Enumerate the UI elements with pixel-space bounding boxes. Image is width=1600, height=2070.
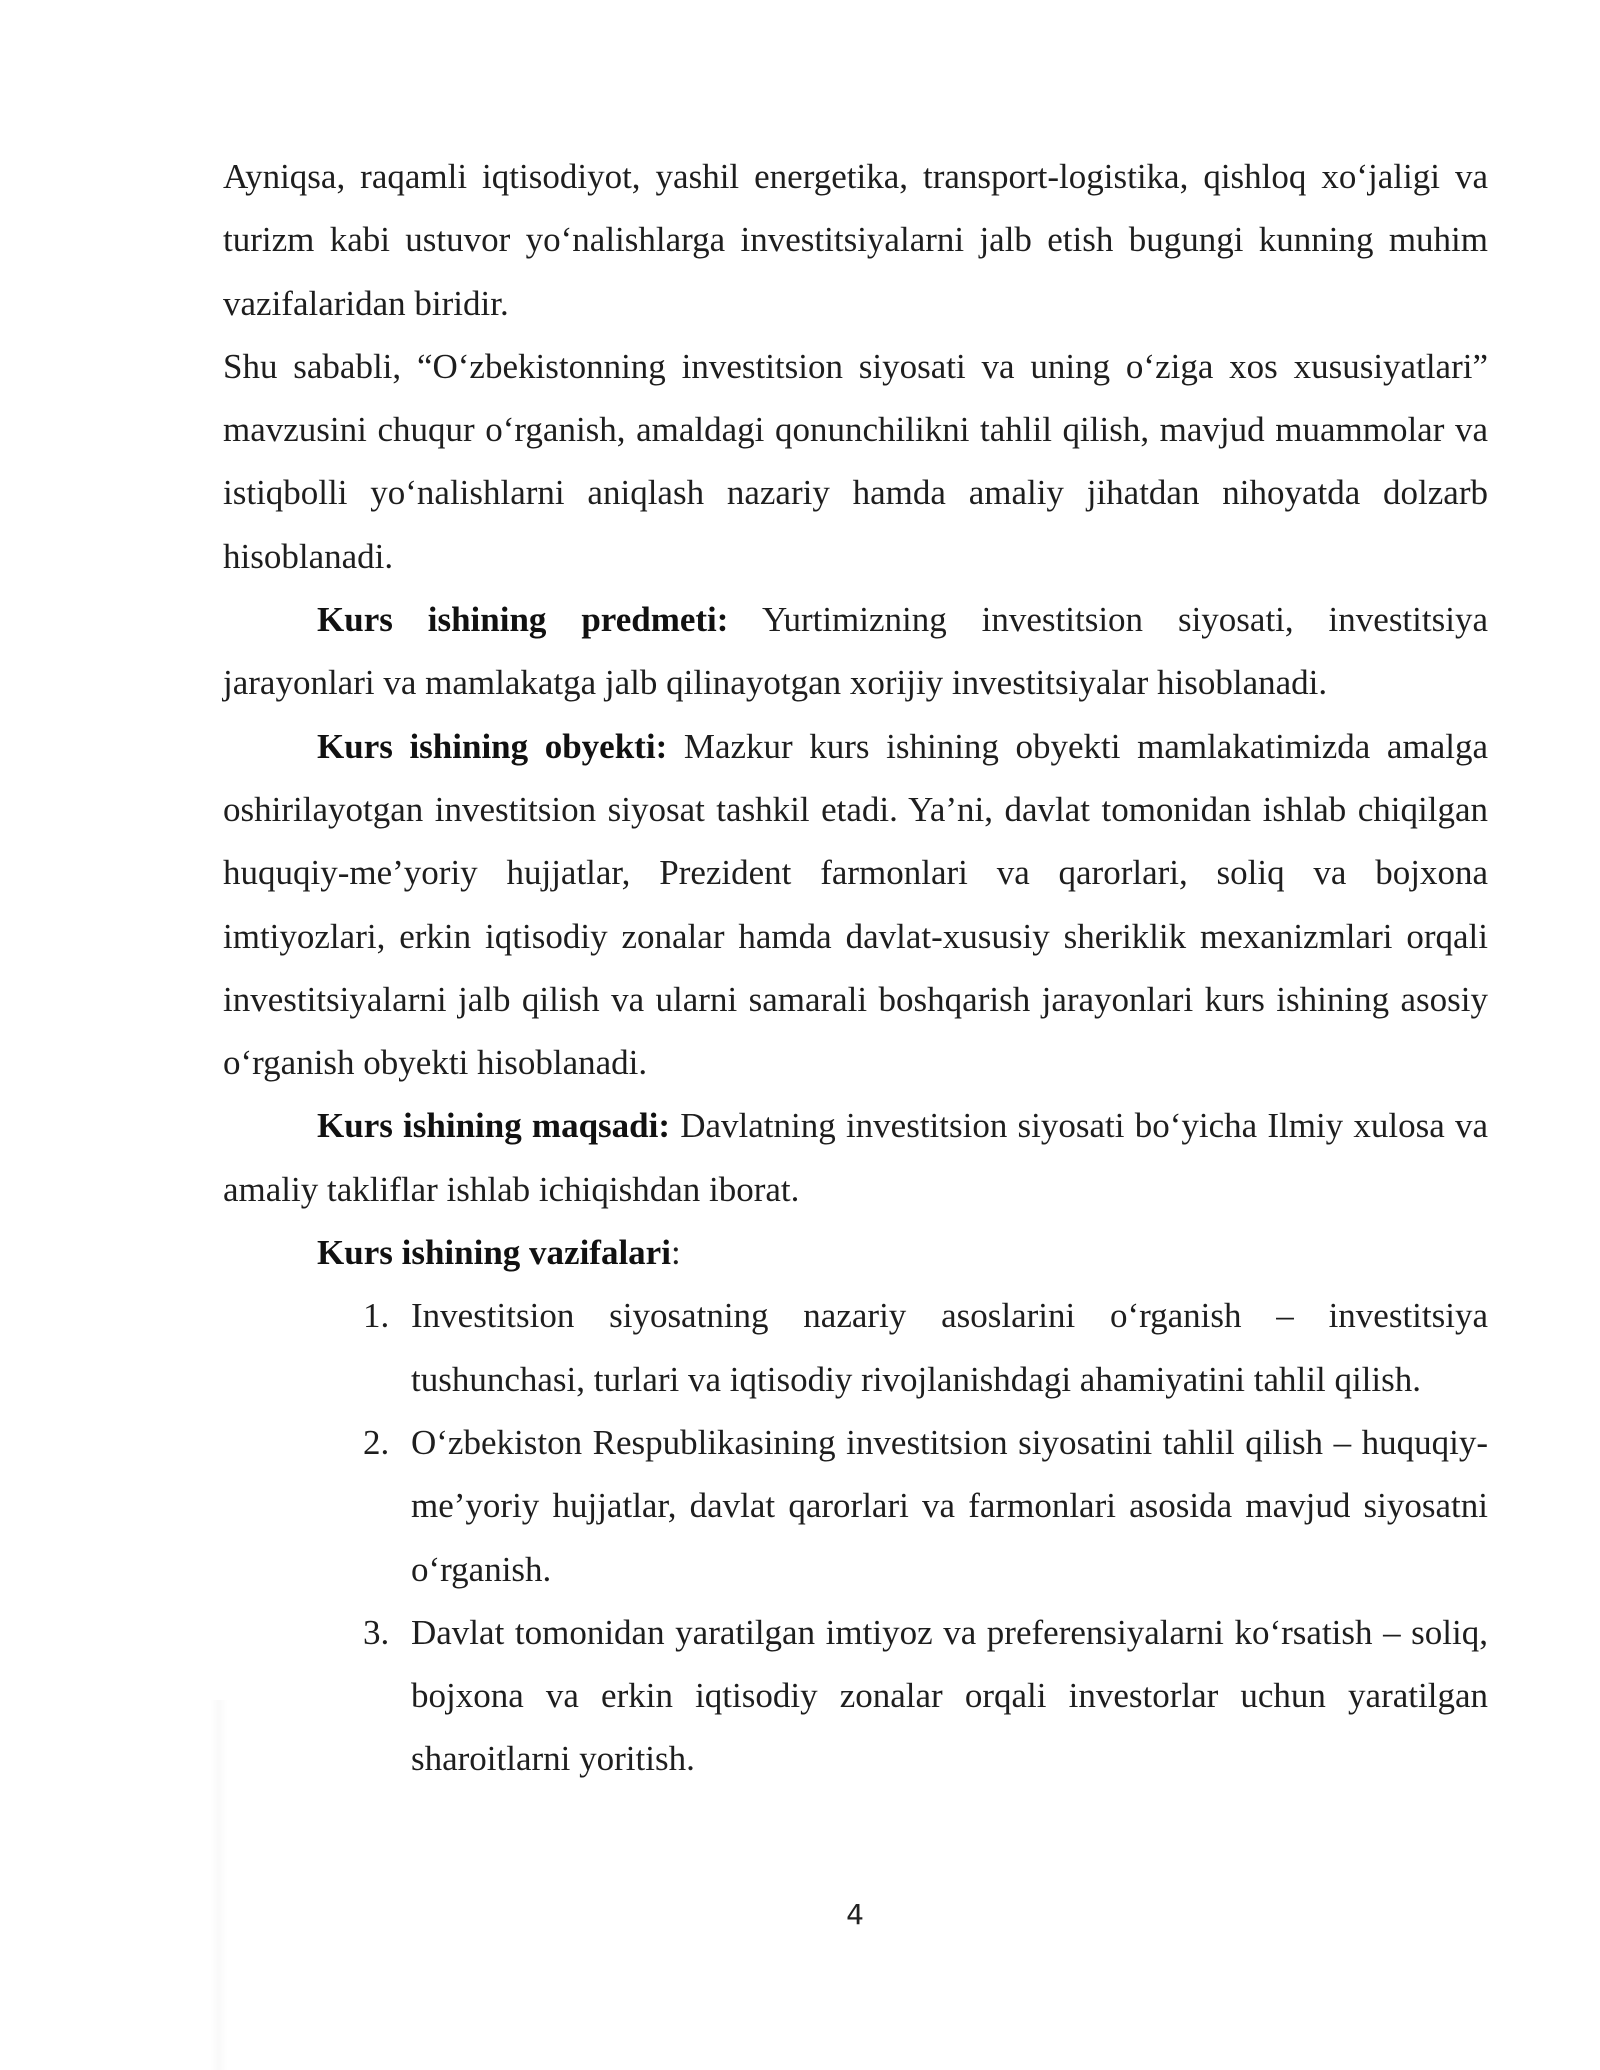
list-item-text: Davlat tomonidan yaratilgan imtiyoz va preferensiyalarni ko‘rsatish – soliq, bojxona va erkin iqtisodiy zonalar orqali investorlar uchun yaratilgan sharoitlarni yoritish. xyxy=(411,1612,1488,1779)
paragraph-object xyxy=(223,715,1488,1095)
page-number: 4 xyxy=(846,1898,864,1931)
paragraph-tasks-heading xyxy=(223,1221,1488,1284)
list-item-text: O‘zbekiston Respublikasining investitsion siyosatini tahlil qilish – huquqiy-me’yoriy hujjatlar, davlat qarorlari va farmonlari asosida mavjud siyosatni o‘rganish. xyxy=(411,1422,1488,1589)
list-item xyxy=(363,1411,1488,1601)
paragraph-priority-directions: Ayniqsa, raqamli iqtisodiyot, yashil energetika, transport-logistika, qishloq xo‘jaligi va turizm kabi ustuvor yo‘nalishlarga investitsiyalarni jalb etish bugungi kunning muhim vazifalaridan biridir. xyxy=(223,157,1488,323)
tasks-label: Kurs ishining vazifalari xyxy=(317,1233,671,1273)
list-item-text: Investitsion siyosatning nazariy asoslarini o‘rganish – investitsiya tushunchasi, turlari va iqtisodiy rivojlanishdagi ahamiyatini tahlil qilish. xyxy=(411,1296,1488,1399)
goal-label: Kurs ishining maqsadi: xyxy=(317,1106,671,1146)
list-item-number: 3. xyxy=(363,1612,390,1652)
object-label: Kurs ishining obyekti: xyxy=(317,726,668,766)
tasks-list xyxy=(223,1284,1488,1790)
list-item-number: 1. xyxy=(363,1296,390,1336)
paragraph-subject xyxy=(223,588,1488,715)
document-body xyxy=(223,145,1488,1791)
subject-label: Kurs ishining predmeti: xyxy=(317,600,729,640)
goal-text: Davlatning investitsion siyosati bo‘yicha Ilmiy xulosa va amaliy takliflar ishlab ichiqishdan iborat. xyxy=(223,1106,1488,1209)
list-item xyxy=(363,1284,1488,1411)
list-item xyxy=(363,1601,1488,1791)
list-item-number: 2. xyxy=(363,1422,390,1462)
paragraph-relevance: Shu sababli, “O‘zbekistonning investitsion siyosati va uning o‘ziga xos xususiyatlari” mavzusini chuqur o‘rganish, amaldagi qonunchilikni tahlil qilish, mavjud muammolar va istiqbolli yo‘nalishlarni aniqlash nazariy hamda amaliy jihatdan nihoyatda dolzarb hisoblanadi. xyxy=(223,346,1488,576)
object-text: Mazkur kurs ishining obyekti mamlakatimizda amalga oshirilayotgan investitsion siyosat tashkil etadi. Ya’ni, davlat tomonidan ishlab chiqilgan huquqiy-me’yoriy hujjatlar, Prezident farmonlari va qarorlari, soliq va bojxona imtiyozlari, erkin iqtisodiy zonalar hamda davlat-xususiy sheriklik mexanizmlari orqali investitsiyalarni jalb qilish va ularni samarali boshqarish jarayonlari kurs ishining asosiy o‘rganish obyekti hisoblanadi. xyxy=(223,726,1488,1083)
tasks-colon: : xyxy=(670,1233,681,1273)
paragraph-goal xyxy=(223,1094,1488,1221)
subject-text: Yurtimizning investitsion siyosati, investitsiya jarayonlari va mamlakatga jalb qilinayotgan xorijiy investitsiyalar hisoblanadi. xyxy=(223,600,1488,703)
